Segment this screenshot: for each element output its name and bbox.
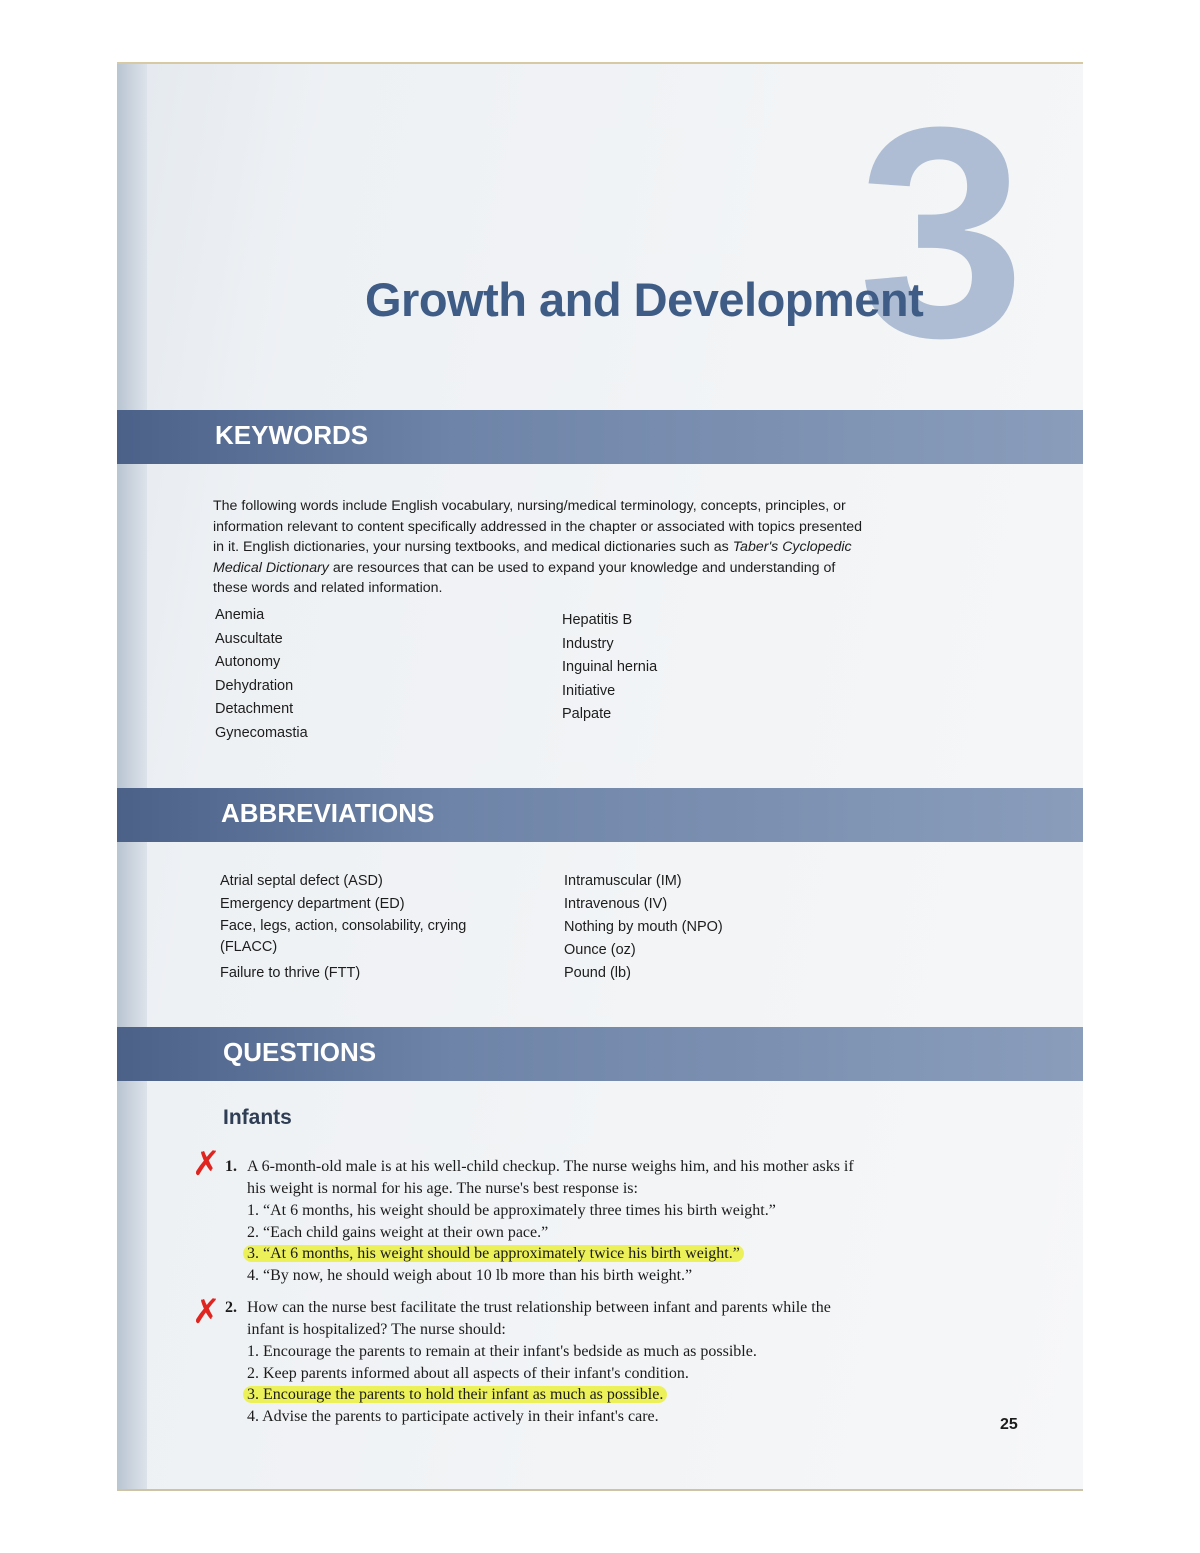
keyword-item: Detachment	[215, 701, 294, 718]
keyword-item: Dehydration	[215, 677, 294, 694]
answer-options	[225, 1200, 870, 1286]
question-stem	[225, 1297, 870, 1341]
abbreviations-list-left	[220, 870, 500, 985]
keywords-band	[117, 410, 1083, 464]
abbreviations-band	[117, 788, 1083, 842]
abbreviations-heading: ABBREVIATIONS	[221, 798, 435, 828]
keywords-list-right	[562, 609, 657, 727]
keywords-intro	[213, 496, 865, 599]
keyword-item: Hepatitis B	[562, 612, 633, 628]
question-stem	[225, 1156, 870, 1200]
intro-book-title: Taber's Cyclopedic Medical Dictionary	[213, 539, 852, 576]
question-1	[225, 1156, 870, 1286]
answer-option: 1. Encourage the parents to remain at their infant's bedside as much as possible.	[247, 1343, 757, 1360]
question-number: 2.	[225, 1299, 237, 1316]
abbreviation-item: Face, legs, action, consolability, crying (FLACC)	[220, 918, 467, 955]
infants-subheading: Infants	[223, 1106, 292, 1129]
keywords-list-left	[215, 604, 308, 746]
keyword-item: Initiative	[562, 682, 616, 699]
answer-option: 4. “By now, he should weigh about 10 lb more than his birth weight.”	[247, 1266, 693, 1284]
answer-option: 4. Advise the parents to participate actively in their infant's care.	[247, 1407, 659, 1425]
red-pen-mark-icon: ✗	[192, 1292, 221, 1332]
keywords-heading: KEYWORDS	[215, 420, 369, 450]
abbreviation-item: Intravenous (IV)	[564, 896, 668, 912]
abbreviation-item: Ounce (oz)	[564, 942, 636, 958]
question-text: How can the nurse best facilitate the trust relationship between infant and parents while the infant is hospitalized? The nurse should:	[247, 1299, 831, 1338]
chapter-number: 3	[858, 64, 1025, 400]
question-number: 1.	[225, 1158, 237, 1175]
keyword-item: Industry	[562, 635, 614, 652]
abbreviations-list-right	[564, 870, 723, 985]
answer-option: 1. “At 6 months, his weight should be approximately three times his birth weight.”	[247, 1202, 776, 1219]
intro-text-2: are resources that can be used to expand your knowledge and understanding of these words and related information.	[213, 559, 836, 596]
keyword-item: Palpate	[562, 706, 612, 723]
answer-option: 2. “Each child gains weight at their own pace.”	[247, 1223, 549, 1241]
keyword-item: Inguinal hernia	[562, 659, 658, 676]
highlight-marker: 3. “At 6 months, his weight should be approximately twice his birth weight.”	[243, 1245, 744, 1262]
page-number: 25	[1000, 1416, 1018, 1433]
chapter-title: Growth and Development	[365, 273, 924, 326]
question-2	[225, 1297, 870, 1427]
answer-options	[225, 1341, 870, 1427]
highlight-marker: 3. Encourage the parents to hold their infant as much as possible.	[243, 1386, 667, 1403]
keyword-item: Auscultate	[215, 630, 283, 647]
abbreviation-item: Atrial septal defect (ASD)	[220, 873, 383, 889]
answer-option-highlighted	[247, 1384, 870, 1406]
keyword-item: Gynecomastia	[215, 724, 308, 741]
book-spine-shadow	[117, 64, 147, 1489]
keyword-item: Anemia	[215, 607, 265, 623]
questions-band	[117, 1027, 1083, 1081]
answer-option-highlighted	[247, 1243, 870, 1265]
abbreviation-item: Nothing by mouth (NPO)	[564, 919, 723, 935]
abbreviation-item: Intramuscular (IM)	[564, 873, 682, 889]
book-page	[117, 62, 1083, 1491]
abbreviation-item: Emergency department (ED)	[220, 896, 405, 912]
red-pen-mark-icon: ✗	[192, 1144, 221, 1184]
questions-heading: QUESTIONS	[223, 1037, 377, 1067]
keyword-item: Autonomy	[215, 654, 281, 671]
intro-text-1: The following words include English vocabulary, nursing/medical terminology, concepts, principles, or information relevant to content specifically addressed in the chapter or associated with topics presented in it. English dictionaries, your nursing textbooks, and medical dictionaries such as	[213, 498, 863, 555]
abbreviation-item: Failure to thrive (FTT)	[220, 965, 361, 981]
answer-option: 2. Keep parents informed about all aspects of their infant's condition.	[247, 1364, 689, 1382]
question-text: A 6-month-old male is at his well-child checkup. The nurse weighs him, and his mother asks if his weight is normal for his age. The nurse's best response is:	[247, 1158, 854, 1197]
abbreviation-item: Pound (lb)	[564, 965, 631, 981]
